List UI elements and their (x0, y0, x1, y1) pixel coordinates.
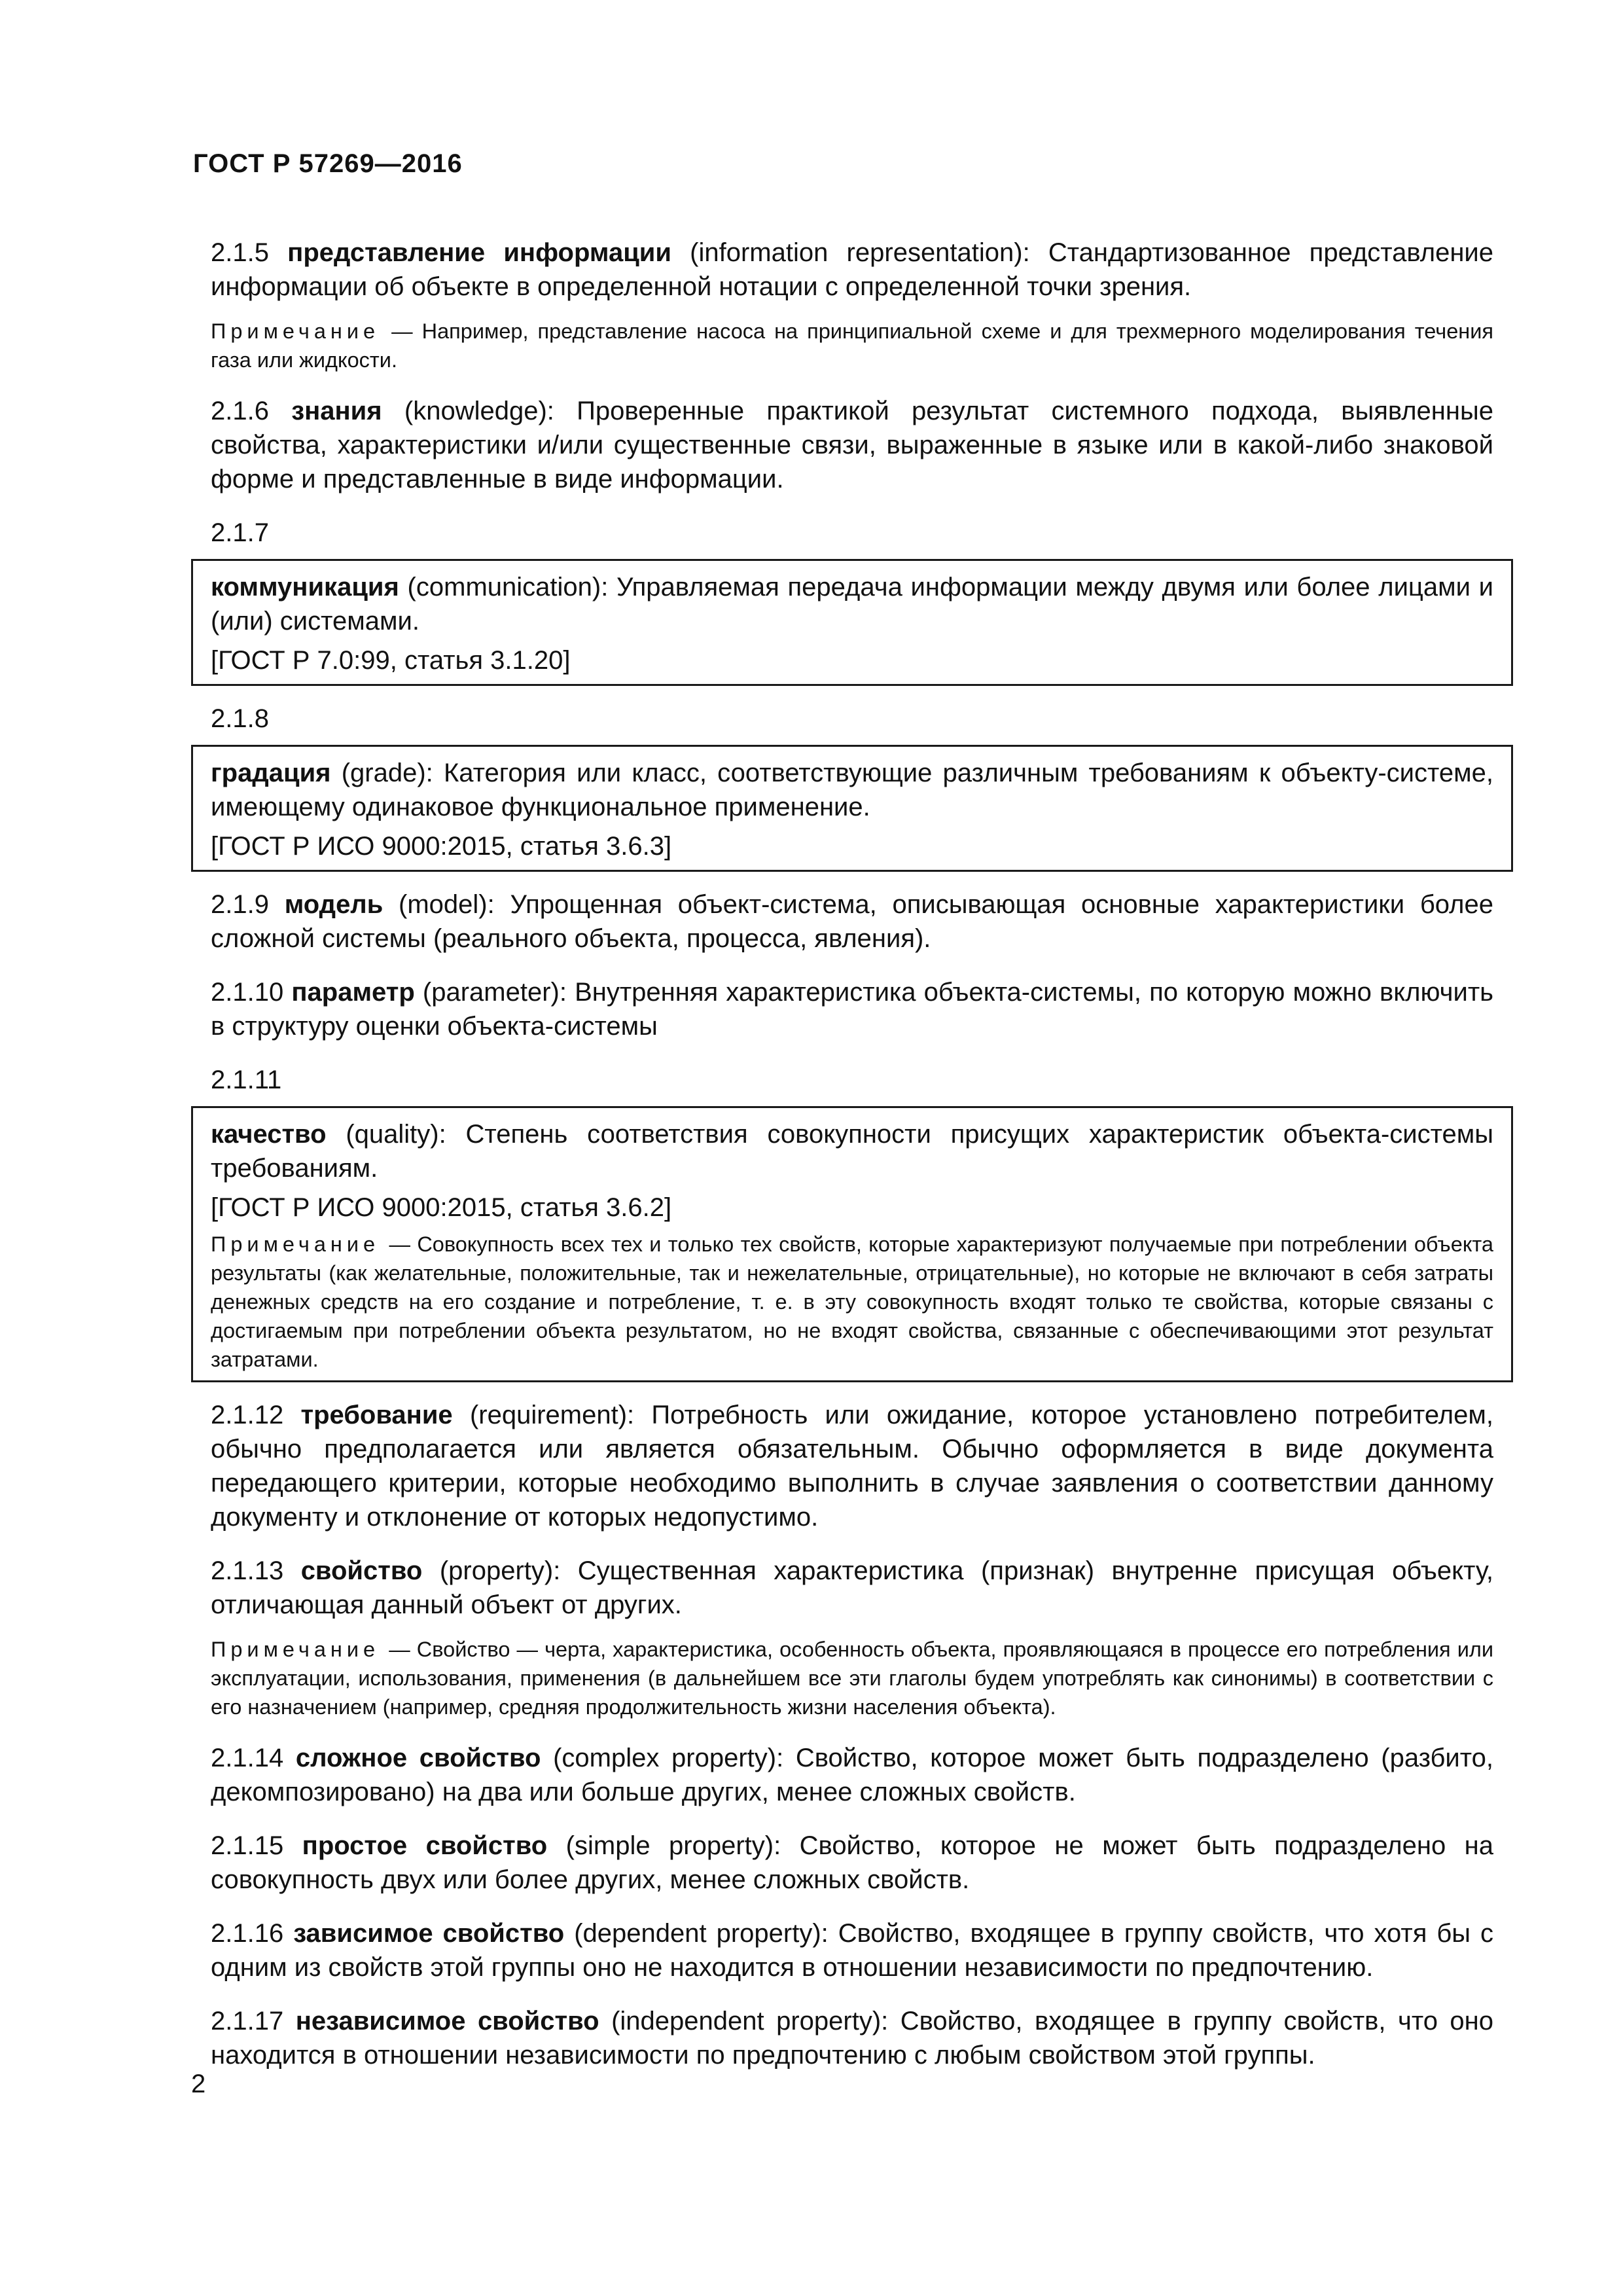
boxed-definition-2-1-7 (191, 559, 1513, 686)
definition-2-1-13 (211, 1554, 1493, 1622)
source-reference: [ГОСТ Р ИСО 9000:2015, статья 3.6.3] (211, 832, 672, 861)
document-body (211, 236, 1493, 2092)
note-2-1-5 (211, 317, 1493, 374)
definition-2-1-5 (211, 236, 1493, 304)
term: представление информации (287, 238, 671, 267)
entry-number: 2.1.10 (211, 978, 284, 1007)
definition-2-1-16 (211, 1916, 1493, 1984)
definition-text: (quality): Степень соответствия совокупности присущих характеристик объекта-системы требованиям. (211, 1120, 1493, 1183)
term: простое свойство (302, 1831, 548, 1860)
definition-text: (information representation): Стандартизованное представление информации об объекте в определенной нотации с определенной точки зрения. (211, 238, 1493, 301)
source-reference: [ГОСТ Р ИСО 9000:2015, статья 3.6.2] (211, 1193, 672, 1222)
entry-number: 2.1.16 (211, 1919, 284, 1948)
definition-2-1-6 (211, 394, 1493, 496)
entry-number-2-1-8: 2.1.8 (211, 704, 269, 733)
definition-2-1-17 (211, 2004, 1493, 2072)
term: качество (211, 1120, 327, 1149)
definition-text: (knowledge): Проверенные практикой результат системного подхода, выявленные свойства, характеристики и/или существенные связи, выраженные в языке или в какой-либо знаковой форме и представленные в виде информации. (211, 397, 1493, 493)
boxed-definition-2-1-8 (191, 745, 1513, 872)
term: зависимое свойство (293, 1919, 565, 1948)
definition-text-block (211, 756, 1493, 824)
page-number: 2 (191, 2070, 206, 2098)
definition-text: (independent property): Свойство, входящее в группу свойств, что оно находится в отношении независимости по предпочтению с любым свойством этой группы. (211, 2007, 1493, 2070)
definition-text-block (211, 1117, 1493, 1185)
term: знания (291, 397, 382, 425)
definition-2-1-15 (211, 1829, 1493, 1897)
definition-text: (requirement): Потребность или ожидание, которое установлено потребителем, обычно предполагается или является обязательным. Обычно оформляется в виде документа передающего критерии, которые необходимо выполнить в случае заявления о соответствии данному документу и отклонение от которых недопустимо. (211, 1401, 1493, 1532)
source-reference: [ГОСТ Р 7.0:99, статья 3.1.20] (211, 646, 571, 675)
entry-number: 2.1.12 (211, 1401, 284, 1429)
definition-2-1-14 (211, 1741, 1493, 1809)
entry-number: 2.1.17 (211, 2007, 284, 2036)
note-text: — Свойство — черта, характеристика, особенность объекта, проявляющаяся в процессе его потребления или эксплуатации, использования, применения (в дальнейшем все эти глаголы будем употреблять как синонимы) в соответствии с его назначением (например, средняя продолжительность жизни населения объекта). (211, 1638, 1493, 1719)
entry-number: 2.1.15 (211, 1831, 284, 1860)
entry-number: 2.1.9 (211, 890, 269, 919)
entry-number: 2.1.5 (211, 238, 269, 267)
note-2-1-13 (211, 1635, 1493, 1721)
note-label: Примечание (211, 319, 380, 343)
definition-text: (grade): Категория или класс, соответствующие различным требованиям к объекту-системе, имеющему одинаковое функциональное применение. (211, 759, 1493, 821)
definition-2-1-10 (211, 975, 1493, 1043)
definition-text: (simple property): Свойство, которое не может быть подразделено на совокупность двух или более других, менее сложных свойств. (211, 1831, 1493, 1894)
definition-text: (property): Существенная характеристика (признак) внутренне присущая объекту, отличающая данный объект от других. (211, 1556, 1493, 1619)
note-2-1-11 (211, 1230, 1493, 1374)
entry-number: 2.1.6 (211, 397, 269, 425)
term: модель (284, 890, 383, 919)
definition-text: (parameter): Внутренняя характеристика объекта-системы, по которую можно включить в структуру оценки объекта-системы (211, 978, 1493, 1041)
definition-text: (dependent property): Свойство, входящее в группу свойств, что хотя бы с одним из свойств этой группы оно не находится в отношении независимости по предпочтению. (211, 1919, 1493, 1982)
term: коммуникация (211, 573, 399, 601)
definition-text: (communication): Управляемая передача информации между двумя или более лицами и (или) системами. (211, 573, 1493, 636)
term: свойство (300, 1556, 423, 1585)
document-header: ГОСТ Р 57269—2016 (193, 149, 463, 178)
term: требование (300, 1401, 453, 1429)
entry-number-2-1-7: 2.1.7 (211, 518, 269, 547)
definition-text-block (211, 570, 1493, 638)
definition-text: (complex property): Свойство, которое может быть подразделено (разбито, декомпозировано) на два или больше других, менее сложных свойств. (211, 1744, 1493, 1806)
note-text: — Совокупность всех тех и только тех свойств, которые характеризуют получаемые при потреблении объекта результаты (как желательные, положительные, так и нежелательные, отрицательные), но которые не включают в себя затраты денежных средств на его создание и потребление, т. е. в эту совокупность входят только те свойства, которые связаны с достигаемым при потреблении объекта результатом, но не входят свойства, связанные с обеспечивающими этот результат затратами. (211, 1232, 1493, 1371)
term: сложное свойство (295, 1744, 541, 1772)
note-label: Примечание (211, 1232, 380, 1256)
term: параметр (291, 978, 415, 1007)
entry-number-2-1-11: 2.1.11 (211, 1066, 282, 1094)
entry-number: 2.1.14 (211, 1744, 284, 1772)
definition-text: (model): Упрощенная объект-система, описывающая основные характеристики более сложной системы (реального объекта, процесса, явления). (211, 890, 1493, 953)
term: независимое свойство (295, 2007, 599, 2036)
definition-2-1-9 (211, 888, 1493, 956)
entry-number: 2.1.13 (211, 1556, 284, 1585)
note-text: — Например, представление насоса на принципиальной схеме и для трехмерного моделирования течения газа или жидкости. (211, 319, 1493, 372)
term: градация (211, 759, 331, 787)
definition-2-1-12 (211, 1398, 1493, 1534)
boxed-definition-2-1-11 (191, 1106, 1513, 1382)
note-label: Примечание (211, 1638, 380, 1661)
